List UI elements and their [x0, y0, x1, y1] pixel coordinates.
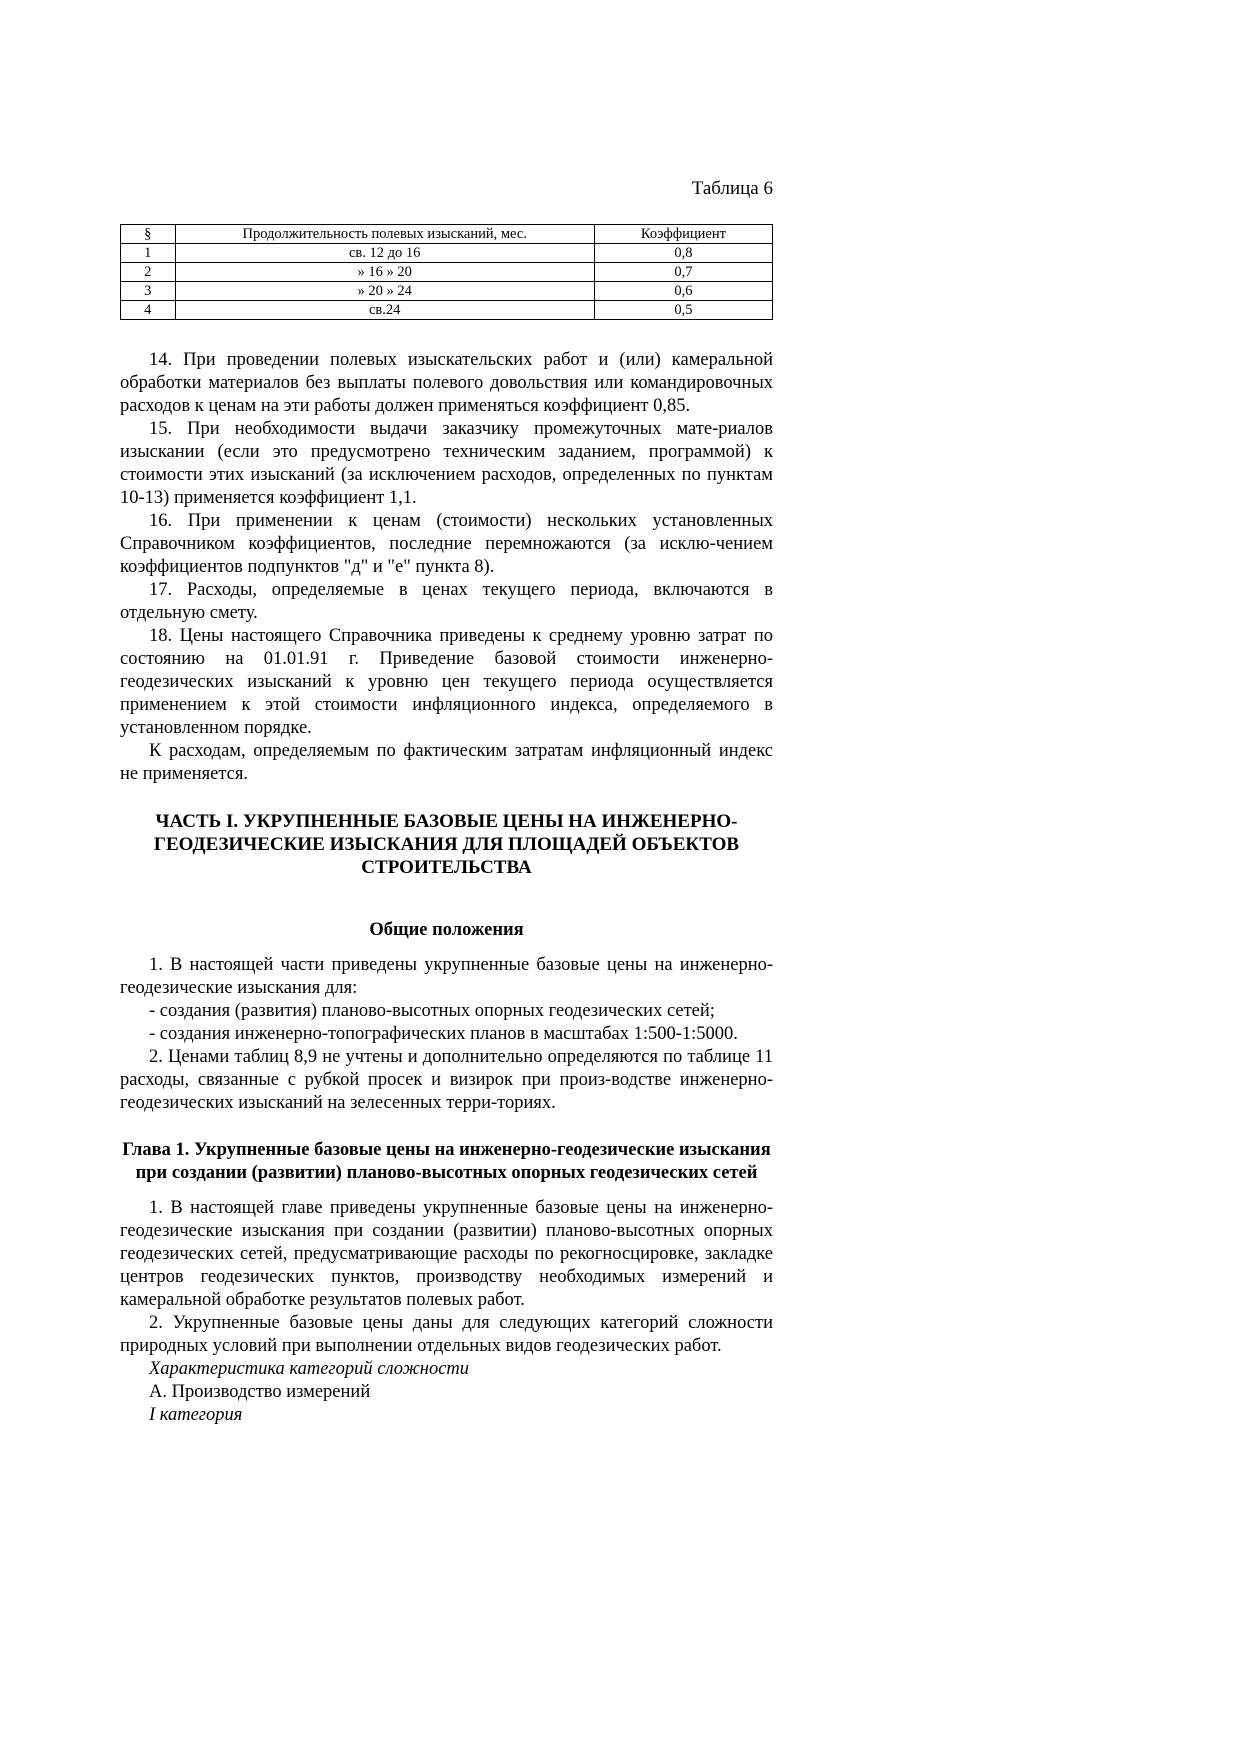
table-cell: » 16 » 20 [175, 263, 594, 282]
body-text [120, 349, 773, 1427]
part-heading: ЧАСТЬ I. УКРУПНЕННЫЕ БАЗОВЫЕ ЦЕНЫ НА ИНЖЕНЕРНО-ГЕОДЕЗИЧЕСКИЕ ИЗЫСКАНИЯ ДЛЯ ПЛОЩАДЕЙ ОБЪЕКТОВ СТРОИТЕЛЬСТВА [153, 811, 740, 878]
table-row [121, 244, 773, 263]
categories-title: Характеристика категорий сложности [149, 1359, 470, 1379]
chapter-paragraph-1: 1. В настоящей главе приведены укрупненные базовые цены на инженерно-геодезические изыскания при создании (развитии) планово-высотных опорных геодезических сетей, предусматривающие расходы по рекогносцировке, закладке центров геодезических пунктов, производству необходимых измерений и камеральной обработке результатов полевых работ. [120, 1198, 773, 1310]
paragraph-inflation-note: К расходам, определяемым по фактическим затратам инфляционный индекс не применяется. [120, 741, 773, 784]
table-cell: 0,5 [594, 301, 772, 320]
table-cell: 3 [121, 282, 176, 301]
table-cell: 0,7 [594, 263, 772, 282]
chapter-heading: Глава 1. Укрупненные базовые цены на инженерно-геодезические изыскания при создании (развитии) планово-высотных опорных геодезических сетей [122, 1140, 771, 1183]
coefficient-table [120, 224, 773, 320]
table-cell: 0,8 [594, 244, 772, 263]
category-label: I категория [149, 1405, 243, 1425]
paragraph-14: 14. При проведении полевых изыскательских работ и (или) камеральной обработки материалов без выплаты полевого довольствия или командировочных расходов к ценам на эти работы должен применяться коэффициент 0,85. [120, 350, 773, 416]
section-heading-general: Общие положения [369, 920, 524, 940]
column-header-section: § [121, 225, 176, 244]
paragraph-17: 17. Расходы, определяемые в ценах текущего периода, включаются в отдельную смету. [120, 580, 773, 623]
table-row [121, 301, 773, 320]
table-cell: 4 [121, 301, 176, 320]
table-cell: 2 [121, 263, 176, 282]
table-cell: » 20 » 24 [175, 282, 594, 301]
column-header-duration: Продолжительность полевых изысканий, мес. [175, 225, 594, 244]
measurement-label: А. Производство измерений [149, 1382, 371, 1402]
table-cell: 0,6 [594, 282, 772, 301]
general-list-item: - создания инженерно-топографических планов в масштабах 1:500-1:5000. [149, 1024, 738, 1044]
table-caption: Таблица 6 [691, 178, 773, 199]
table-header-row [121, 225, 773, 244]
paragraph-16: 16. При применении к ценам (стоимости) нескольких установленных Справочником коэффициентов, последние перемножаются (за исклю-чением коэффициентов подпунктов "д" и "е" пункта 8). [120, 511, 773, 577]
table-cell: 1 [121, 244, 176, 263]
paragraph-18: 18. Цены настоящего Справочника приведены к среднему уровню затрат по состоянию на 01.01.91 г. Приведение базовой стоимости инженерно-геодезических изысканий к уровню цен текущего периода осуществляется применением к этой стоимости инфляционного индекса, определяемого в установленном порядке. [120, 626, 773, 738]
chapter-paragraph-2: 2. Укрупненные базовые цены даны для следующих категорий сложности природных условий при выполнении отдельных видов геодезических работ. [120, 1313, 773, 1356]
general-paragraph-2: 2. Ценами таблиц 8,9 не учтены и дополнительно определяются по таблице 11 расходы, связанные с рубкой просек и визирок при произ-водстве инженерно-геодезических изысканий на зелесенных терри-ториях. [120, 1047, 773, 1113]
table-row [121, 263, 773, 282]
table-cell: св.24 [175, 301, 594, 320]
column-header-coefficient: Коэффициент [594, 225, 772, 244]
table-row [121, 282, 773, 301]
table-cell: св. 12 до 16 [175, 244, 594, 263]
paragraph-15: 15. При необходимости выдачи заказчику промежуточных мате-риалов изыскании (если это предусмотрено техническим заданием, программой) к стоимости этих изысканий (за исключением расходов, определенных по пунктам 10-13) применяется коэффициент 1,1. [120, 419, 773, 508]
general-list-item: - создания (развития) планово-высотных опорных геодезических сетей; [149, 1001, 715, 1021]
general-paragraph-1: 1. В настоящей части приведены укрупненные базовые цены на инженерно-геодезические изыскания для: [120, 955, 773, 998]
